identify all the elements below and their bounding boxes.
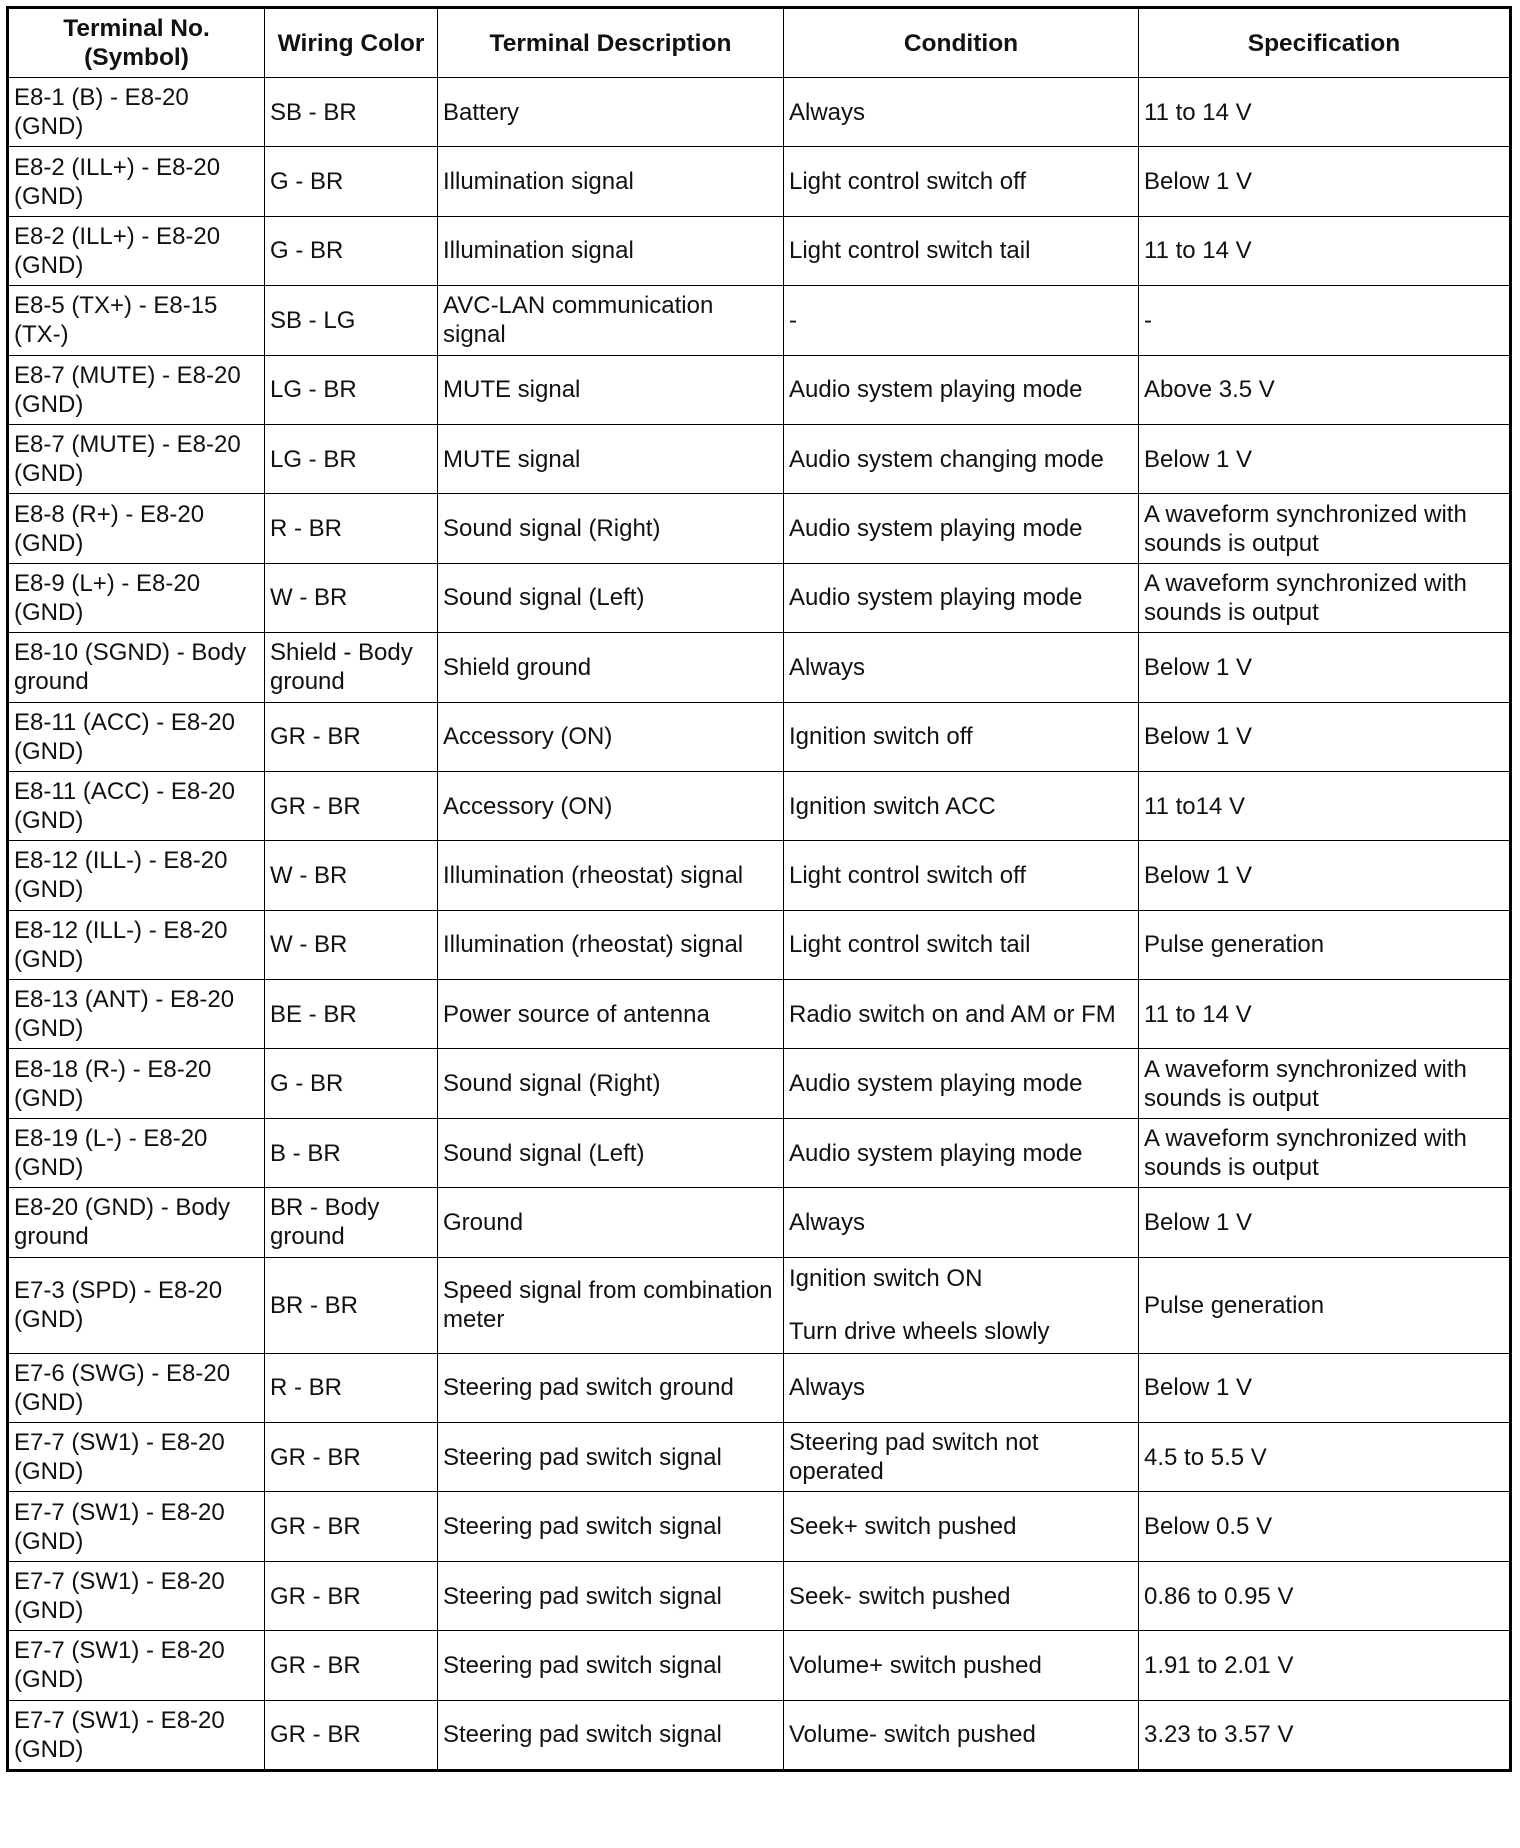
wiring-color-cell: GR - BR — [265, 702, 438, 771]
table-row — [8, 424, 1511, 493]
description-cell: Sound signal (Left) — [438, 563, 784, 632]
table-row — [8, 910, 1511, 979]
specification-cell: 1.91 to 2.01 V — [1139, 1631, 1511, 1700]
wiring-color-cell: SB - BR — [265, 78, 438, 147]
specification-cell: Above 3.5 V — [1139, 355, 1511, 424]
specification-cell: A waveform synchronized with sounds is output — [1139, 1118, 1511, 1187]
table-row — [8, 1561, 1511, 1630]
terminal-cell: E7-7 (SW1) - E8-20 (GND) — [8, 1492, 265, 1561]
description-cell: Steering pad switch signal — [438, 1423, 784, 1492]
condition-cell: Seek- switch pushed — [784, 1561, 1139, 1630]
wiring-color-cell: R - BR — [265, 1353, 438, 1422]
condition-cell: Volume+ switch pushed — [784, 1631, 1139, 1700]
table-row — [8, 980, 1511, 1049]
description-cell: Power source of antenna — [438, 980, 784, 1049]
terminal-cell: E7-7 (SW1) - E8-20 (GND) — [8, 1700, 265, 1770]
description-cell: Shield ground — [438, 633, 784, 702]
table-row — [8, 355, 1511, 424]
terminal-cell: E8-2 (ILL+) - E8-20 (GND) — [8, 216, 265, 285]
specification-cell: Below 1 V — [1139, 841, 1511, 910]
specification-cell: 11 to14 V — [1139, 771, 1511, 840]
terminal-cell: E8-5 (TX+) - E8-15 (TX-) — [8, 286, 265, 355]
condition-cell: Light control switch tail — [784, 216, 1139, 285]
specification-cell: Below 1 V — [1139, 147, 1511, 216]
specification-cell: 11 to 14 V — [1139, 216, 1511, 285]
wiring-color-cell: W - BR — [265, 910, 438, 979]
specification-cell: Below 0.5 V — [1139, 1492, 1511, 1561]
table-row — [8, 1423, 1511, 1492]
description-cell: Sound signal (Left) — [438, 1118, 784, 1187]
table-row — [8, 78, 1511, 147]
condition-cell: Always — [784, 78, 1139, 147]
wiring-color-cell: GR - BR — [265, 1492, 438, 1561]
terminal-cell: E8-7 (MUTE) - E8-20 (GND) — [8, 355, 265, 424]
table-row — [8, 633, 1511, 702]
specification-cell: 4.5 to 5.5 V — [1139, 1423, 1511, 1492]
condition-cell: Light control switch off — [784, 147, 1139, 216]
terminal-cell: E8-10 (SGND) - Body ground — [8, 633, 265, 702]
terminal-cell: E8-20 (GND) - Body ground — [8, 1188, 265, 1257]
table-row — [8, 702, 1511, 771]
description-cell: MUTE signal — [438, 424, 784, 493]
condition-cell — [784, 1257, 1139, 1353]
table-row — [8, 771, 1511, 840]
terminal-spec-sheet — [6, 6, 1509, 1772]
description-cell: MUTE signal — [438, 355, 784, 424]
condition-cell: Light control switch tail — [784, 910, 1139, 979]
condition-cell: Audio system playing mode — [784, 1049, 1139, 1118]
wiring-color-cell: LG - BR — [265, 424, 438, 493]
table-row — [8, 841, 1511, 910]
terminal-cell: E8-12 (ILL-) - E8-20 (GND) — [8, 910, 265, 979]
condition-cell: Ignition switch off — [784, 702, 1139, 771]
condition-cell: Ignition switch ACC — [784, 771, 1139, 840]
terminal-cell: E8-11 (ACC) - E8-20 (GND) — [8, 771, 265, 840]
wiring-color-cell: BR - BR — [265, 1257, 438, 1353]
header-terminal: Terminal No. (Symbol) — [8, 8, 265, 78]
wiring-color-cell: Shield - Body ground — [265, 633, 438, 702]
table-row — [8, 1353, 1511, 1422]
description-cell: Sound signal (Right) — [438, 494, 784, 563]
table-body — [8, 78, 1511, 1771]
terminal-cell: E7-3 (SPD) - E8-20 (GND) — [8, 1257, 265, 1353]
specification-cell: - — [1139, 286, 1511, 355]
wiring-color-cell: W - BR — [265, 563, 438, 632]
condition-cell: Always — [784, 1353, 1139, 1422]
terminal-cell: E8-11 (ACC) - E8-20 (GND) — [8, 702, 265, 771]
description-cell: Steering pad switch ground — [438, 1353, 784, 1422]
description-cell: Steering pad switch signal — [438, 1561, 784, 1630]
condition-cell: Audio system playing mode — [784, 355, 1139, 424]
description-cell: Battery — [438, 78, 784, 147]
description-cell: Accessory (ON) — [438, 771, 784, 840]
description-cell: Ground — [438, 1188, 784, 1257]
description-cell: Illumination (rheostat) signal — [438, 910, 784, 979]
header-condition: Condition — [784, 8, 1139, 78]
specification-cell: 11 to 14 V — [1139, 980, 1511, 1049]
description-cell: AVC-LAN communication signal — [438, 286, 784, 355]
terminal-cell: E8-9 (L+) - E8-20 (GND) — [8, 563, 265, 632]
specification-cell: 3.23 to 3.57 V — [1139, 1700, 1511, 1770]
condition-cell: Audio system changing mode — [784, 424, 1139, 493]
condition-cell: Audio system playing mode — [784, 494, 1139, 563]
wiring-color-cell: G - BR — [265, 216, 438, 285]
specification-cell: Below 1 V — [1139, 1188, 1511, 1257]
condition-cell: Always — [784, 633, 1139, 702]
terminal-cell: E8-2 (ILL+) - E8-20 (GND) — [8, 147, 265, 216]
table-row — [8, 147, 1511, 216]
description-cell: Illumination signal — [438, 216, 784, 285]
table-row — [8, 1492, 1511, 1561]
condition-line: Turn drive wheels slowly — [789, 1318, 1050, 1346]
wiring-color-cell: LG - BR — [265, 355, 438, 424]
table-row — [8, 1188, 1511, 1257]
terminal-cell: E8-18 (R-) - E8-20 (GND) — [8, 1049, 265, 1118]
condition-cell: Audio system playing mode — [784, 1118, 1139, 1187]
description-cell: Illumination (rheostat) signal — [438, 841, 784, 910]
specification-cell: Below 1 V — [1139, 424, 1511, 493]
terminal-cell: E8-8 (R+) - E8-20 (GND) — [8, 494, 265, 563]
terminal-cell: E7-7 (SW1) - E8-20 (GND) — [8, 1631, 265, 1700]
terminal-cell: E8-13 (ANT) - E8-20 (GND) — [8, 980, 265, 1049]
description-cell: Illumination signal — [438, 147, 784, 216]
terminal-cell: E8-1 (B) - E8-20 (GND) — [8, 78, 265, 147]
condition-cell: Always — [784, 1188, 1139, 1257]
table-row — [8, 216, 1511, 285]
description-cell: Steering pad switch signal — [438, 1492, 784, 1561]
table-row — [8, 1049, 1511, 1118]
description-cell: Sound signal (Right) — [438, 1049, 784, 1118]
header-terminal-description: Terminal Description — [438, 8, 784, 78]
terminal-cell: E8-12 (ILL-) - E8-20 (GND) — [8, 841, 265, 910]
condition-cell: Audio system playing mode — [784, 563, 1139, 632]
specification-cell: A waveform synchronized with sounds is output — [1139, 563, 1511, 632]
wiring-color-cell: BR - Body ground — [265, 1188, 438, 1257]
specification-cell: Pulse generation — [1139, 1257, 1511, 1353]
specification-cell: Pulse generation — [1139, 910, 1511, 979]
description-cell: Steering pad switch signal — [438, 1631, 784, 1700]
terminal-spec-table — [6, 6, 1512, 1772]
condition-cell: Volume- switch pushed — [784, 1700, 1139, 1770]
wiring-color-cell: B - BR — [265, 1118, 438, 1187]
table-row — [8, 286, 1511, 355]
wiring-color-cell: GR - BR — [265, 1423, 438, 1492]
wiring-color-cell: BE - BR — [265, 980, 438, 1049]
wiring-color-cell: W - BR — [265, 841, 438, 910]
condition-cell: Steering pad switch not operated — [784, 1423, 1139, 1492]
description-cell: Accessory (ON) — [438, 702, 784, 771]
specification-cell: A waveform synchronized with sounds is output — [1139, 494, 1511, 563]
specification-cell: Below 1 V — [1139, 1353, 1511, 1422]
specification-cell: Below 1 V — [1139, 702, 1511, 771]
table-row — [8, 1118, 1511, 1187]
condition-line: Ignition switch ON — [789, 1265, 983, 1293]
terminal-cell: E7-7 (SW1) - E8-20 (GND) — [8, 1423, 265, 1492]
description-cell: Speed signal from combination meter — [438, 1257, 784, 1353]
condition-cell: Light control switch off — [784, 841, 1139, 910]
condition-cell: Radio switch on and AM or FM — [784, 980, 1139, 1049]
wiring-color-cell: GR - BR — [265, 771, 438, 840]
terminal-cell: E8-19 (L-) - E8-20 (GND) — [8, 1118, 265, 1187]
terminal-cell: E7-7 (SW1) - E8-20 (GND) — [8, 1561, 265, 1630]
description-cell: Steering pad switch signal — [438, 1700, 784, 1770]
specification-cell: Below 1 V — [1139, 633, 1511, 702]
wiring-color-cell: R - BR — [265, 494, 438, 563]
wiring-color-cell: SB - LG — [265, 286, 438, 355]
header-row — [8, 8, 1511, 78]
condition-cell: - — [784, 286, 1139, 355]
specification-cell: 0.86 to 0.95 V — [1139, 1561, 1511, 1630]
table-row — [8, 563, 1511, 632]
wiring-color-cell: GR - BR — [265, 1700, 438, 1770]
terminal-cell: E7-6 (SWG) - E8-20 (GND) — [8, 1353, 265, 1422]
specification-cell: 11 to 14 V — [1139, 78, 1511, 147]
header-wiring-color: Wiring Color — [265, 8, 438, 78]
table-row — [8, 494, 1511, 563]
condition-cell: Seek+ switch pushed — [784, 1492, 1139, 1561]
terminal-cell: E8-7 (MUTE) - E8-20 (GND) — [8, 424, 265, 493]
wiring-color-cell: G - BR — [265, 1049, 438, 1118]
table-row — [8, 1700, 1511, 1770]
wiring-color-cell: GR - BR — [265, 1631, 438, 1700]
wiring-color-cell: G - BR — [265, 147, 438, 216]
specification-cell: A waveform synchronized with sounds is output — [1139, 1049, 1511, 1118]
header-specification: Specification — [1139, 8, 1511, 78]
table-row — [8, 1631, 1511, 1700]
table-row — [8, 1257, 1511, 1353]
wiring-color-cell: GR - BR — [265, 1561, 438, 1630]
